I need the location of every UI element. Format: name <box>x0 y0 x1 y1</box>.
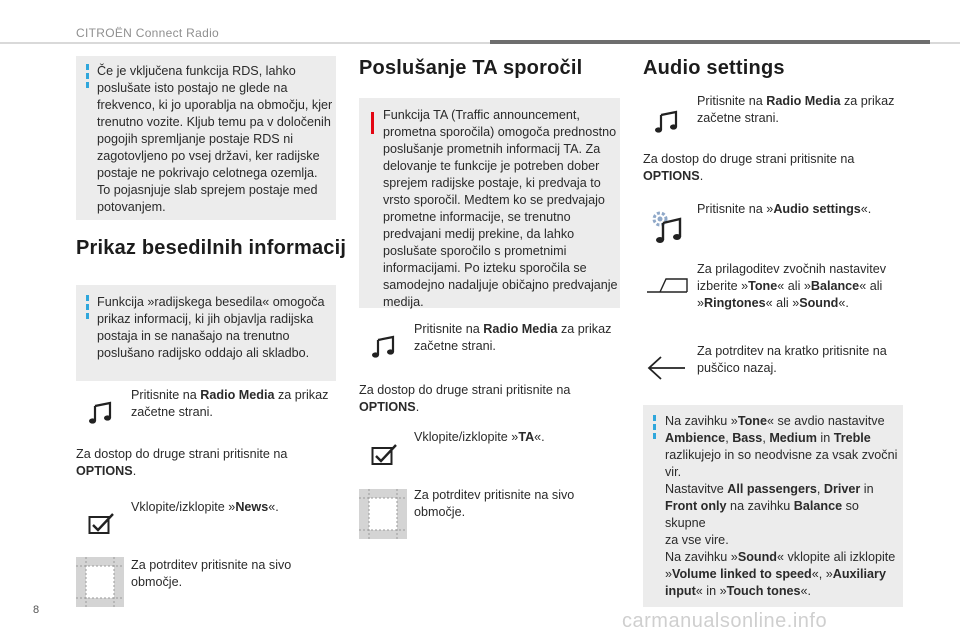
step-text: Pritisnite na »Audio settings«. <box>697 202 872 216</box>
watermark: carmanualsonline.info <box>622 610 828 632</box>
note-line: postaje ne pokrivajo celotnega ozemlja. <box>97 166 318 180</box>
note-line: poslušate sporočilo s prometnimi <box>383 244 567 258</box>
checkbox-checked-icon <box>371 443 399 467</box>
note-line: sprejem radijske postaje, ki predvaja to <box>383 176 601 190</box>
note-line: Funkcija »radijskega besedila« omogoča <box>97 295 325 309</box>
step-text: Vklopite/izklopite »News«. <box>131 500 279 514</box>
note-line: delovanje te funkcije je potreben dober <box>383 159 600 173</box>
music-note-icon <box>371 334 397 360</box>
warning-bar <box>371 112 374 134</box>
tab-select-icon <box>646 275 688 295</box>
note-line: postaja in se nanašajo na trenutno <box>97 329 290 343</box>
music-note-icon <box>88 400 114 426</box>
checkbox-checked-icon <box>88 512 116 536</box>
note-line: potovanjem. <box>97 200 166 214</box>
note-line: prometne informacije, se trenutno <box>383 210 571 224</box>
note-line: poslušano radijsko oddajo ali skladbo. <box>97 346 310 360</box>
section-heading: Audio settings <box>643 57 785 79</box>
step-text: Pritisnite na Radio Media za prikaz začetne strani. <box>131 388 329 419</box>
note-line: vrsto sporočil. Medtem ko se predvajajo <box>383 193 605 207</box>
info-bar <box>86 295 92 319</box>
step-text: Za prilagoditev zvočnih nastavitev izberite »Tone« ali »Balance« ali »Ringtones« ali »Sound«. <box>697 262 887 310</box>
radio-text-info-note <box>76 285 336 381</box>
audio-settings-icon <box>648 207 686 245</box>
note-line: poslušanje prometnih informacij TA. Za <box>383 142 601 156</box>
note-line: Če je vključena funkcija RDS, lahko <box>97 64 296 78</box>
section-heading: Prikaz besedilnih informacij <box>76 237 347 259</box>
note-line: prometna sporočila) omogoča prednostno <box>383 125 617 139</box>
page-header-title: CITROËN Connect Radio <box>76 26 220 40</box>
audio-info-note: Na zavihku »Tone« se avdio nastavitve Ambience, Bass, Medium in Treble razlikujejo in so neodvisne za vsak zvočni vir. Nastavitve All passengers, Driver in Front only na zavihku Balance so skupne za vse vire. Na zavihku »Sound« vklopite ali izklopite »Volume linked to speed«, »Auxiliary input« in »Touch tones«. <box>643 405 903 607</box>
page-number: 8 <box>33 604 40 616</box>
options-text: Za dostop do druge strani pritisnite na OPTIONS. <box>643 152 855 183</box>
step-text: Pritisnite na Radio Media za prikaz začetne strani. <box>697 94 895 125</box>
section-heading: Poslušanje TA sporočil <box>359 57 583 79</box>
note-line: zagotovljeno po vsej državi, ker radijske <box>97 149 320 163</box>
step-text: Za potrditev pritisnite na sivo območje. <box>131 558 292 589</box>
rds-info-note <box>76 56 336 220</box>
header-rule-accent <box>490 40 930 44</box>
note-line: informacijami. Po izteku sporočila se <box>383 261 587 275</box>
options-text: Za dostop do druge strani pritisnite na OPTIONS. <box>359 383 571 414</box>
options-text: Za dostop do druge strani pritisnite na OPTIONS. <box>76 447 288 478</box>
ta-warning-note <box>359 98 620 308</box>
note-line: pogojih spremljanje postaje RDS ni <box>97 132 294 146</box>
step-text: Za potrditev pritisnite na sivo območje. <box>414 488 575 519</box>
note-line: medija. <box>383 295 424 309</box>
info-bar <box>653 415 659 439</box>
note-line: poslušate isto postajo ne glede na <box>97 81 288 95</box>
note-line: Funkcija TA (Traffic announcement, <box>383 108 580 122</box>
step-text: Pritisnite na Radio Media za prikaz začetne strani. <box>414 322 612 353</box>
note-line: trenutno vozite. Kljub temu pa v določenih <box>97 115 331 129</box>
note-line: frekvenco, ki jo uporablja na območju, kjer <box>97 98 333 112</box>
back-arrow-icon <box>647 355 687 381</box>
music-note-icon <box>654 109 680 135</box>
note-line: samodejno nadaljuje običajno predvajanje <box>383 278 618 292</box>
info-bar <box>86 64 92 88</box>
note-line: predvajani medij prekine, da lahko <box>383 227 575 241</box>
grey-area-icon <box>359 489 407 539</box>
grey-area-icon <box>76 557 124 607</box>
note-line: To pojasnjuje slab sprejem postaje med <box>97 183 318 197</box>
step-text: Za potrditev na kratko pritisnite na puščico nazaj. <box>697 344 887 375</box>
note-line: prikaz informacij, ki jih objavlja radijska <box>97 312 314 326</box>
step-text: Vklopite/izklopite »TA«. <box>414 430 545 444</box>
